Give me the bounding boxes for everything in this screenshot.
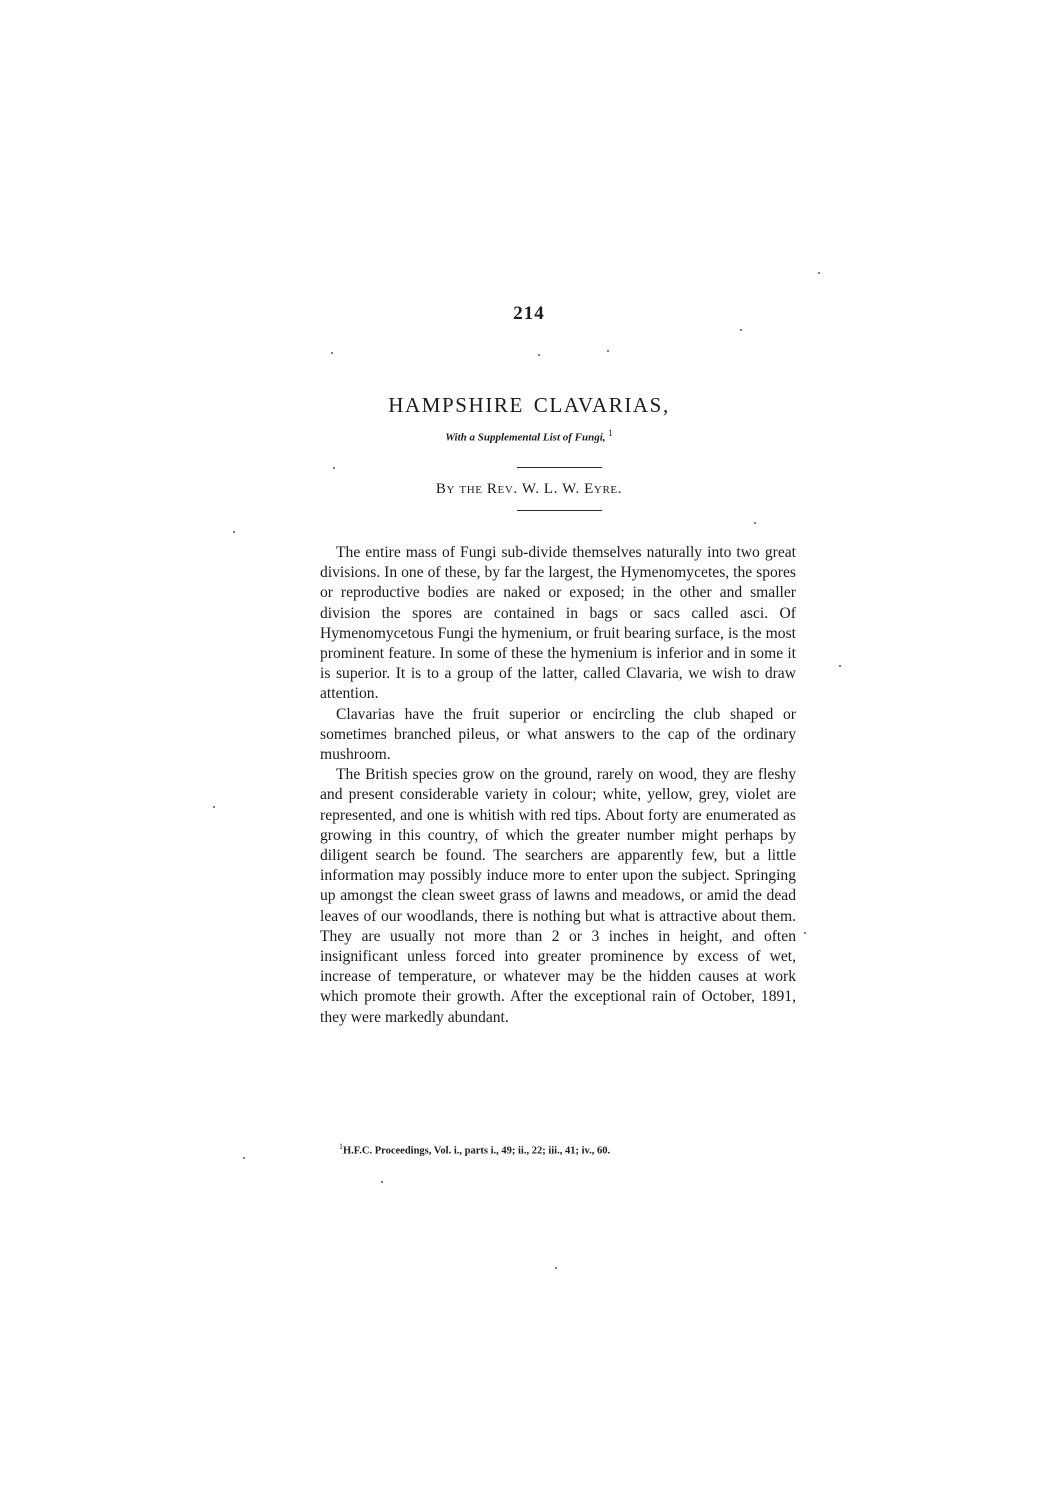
- article-title: HAMPSHIRE CLAVARIAS,: [388, 393, 670, 417]
- scan-speck: [754, 522, 756, 524]
- subtitle-text: With a Supplemental List of Fungi,: [445, 431, 606, 444]
- scan-speck: [555, 1267, 557, 1269]
- scan-speck: [381, 1181, 383, 1183]
- scan-speck: [538, 354, 540, 356]
- article-body: [320, 543, 796, 1028]
- scan-speck: [740, 329, 742, 331]
- scan-speck: [804, 932, 806, 934]
- article-subtitle: [0, 428, 1058, 444]
- subtitle-footnote-ref: 1: [608, 428, 613, 438]
- divider-top: [517, 467, 602, 468]
- paragraph: The entire mass of Fungi sub-divide themselves naturally into two great divisions. In one of these, by far the largest, the Hymenomycetes, the spores or reproductive bodies are naked or exposed; in the other and smaller division the spores are contained in bags or sacs called asci. Of Hymenomycetous Fungi the hymenium, or fruit bearing surface, is the most prominent feature. In some of these the hymenium is inferior and in some it is superior. It is to a group of the latter, called Clavaria, we wish to draw attention.: [320, 544, 796, 703]
- scan-speck: [839, 665, 841, 667]
- scan-speck: [243, 1157, 245, 1159]
- page-number: 214: [513, 303, 545, 324]
- footnote-marker: 1: [339, 1142, 343, 1151]
- scan-speck: [331, 352, 333, 354]
- author-byline: By the Rev. W. L. W. Eyre.: [435, 481, 623, 497]
- scan-speck: [233, 531, 235, 533]
- footnote: [339, 1142, 799, 1157]
- scan-speck: [213, 806, 215, 808]
- scan-speck: [818, 272, 820, 274]
- paragraph: Clavarias have the fruit superior or encircling the club shaped or sometimes branched pileus, or what answers to the cap of the ordinary mushroom.: [320, 705, 796, 764]
- paragraph: The British species grow on the ground, rarely on wood, they are fleshy and present considerable variety in colour; white, yellow, grey, violet are represented, and one is whitish with red tips. About forty are enumerated as growing in this country, of which the greater number might perhaps by diligent search be found. The searchers are apparently few, but a little information may possibly induce more to enter upon the subject. Springing up amongst the clean sweet grass of lawns and meadows, or amid the dead leaves of our woodlands, there is nothing but what is attractive about them. They are usually not more than 2 or 3 inches in height, and often insignificant unless forced into greater prominence by excess of wet, increase of temperature, or whatever may be the hidden causes at work which promote their growth. After the exceptional rain of October, 1891, they were markedly abundant.: [320, 766, 796, 1026]
- scan-speck: [333, 467, 335, 469]
- scan-speck: [607, 350, 609, 352]
- footnote-text: H.F.C. Proceedings, Vol. i., parts i., 49; ii., 22; iii., 41; iv., 60.: [343, 1145, 611, 1157]
- divider-bottom: [517, 510, 602, 511]
